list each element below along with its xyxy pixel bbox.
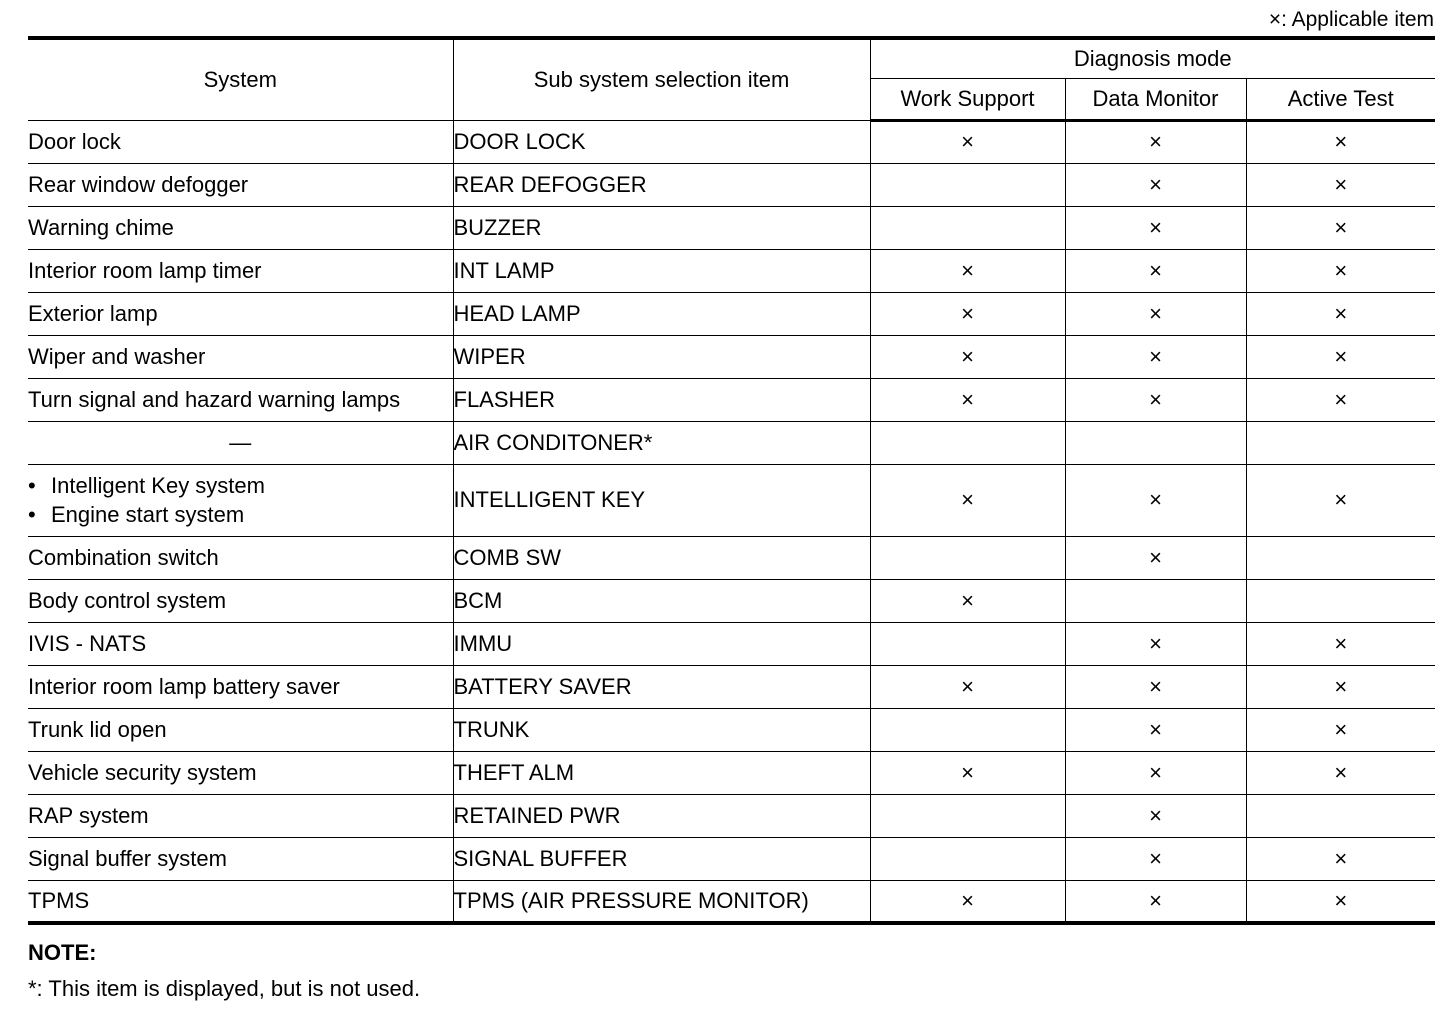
data-monitor-cell: × xyxy=(1065,378,1246,421)
system-cell: Warning chime xyxy=(28,206,453,249)
header-diagnosis-mode: Diagnosis mode xyxy=(870,38,1435,78)
data-monitor-cell: × xyxy=(1065,335,1246,378)
applicable-item-legend: ×: Applicable item xyxy=(1268,8,1434,31)
active-test-cell: × xyxy=(1246,622,1435,665)
active-test-cell: × xyxy=(1246,335,1435,378)
table-row xyxy=(28,335,1435,378)
system-bullet-list xyxy=(28,471,453,529)
system-cell: RAP system xyxy=(28,794,453,837)
table-row xyxy=(28,794,1435,837)
sub-system-cell: TRUNK xyxy=(453,708,870,751)
sub-system-cell: BCM xyxy=(453,579,870,622)
sub-system-cell: WIPER xyxy=(453,335,870,378)
table-row xyxy=(28,421,1435,464)
system-cell: Door lock xyxy=(28,120,453,163)
system-bullet-item: • Intelligent Key system xyxy=(28,471,453,500)
work-support-cell: × xyxy=(870,751,1065,794)
table-row xyxy=(28,708,1435,751)
data-monitor-cell: × xyxy=(1065,622,1246,665)
data-monitor-cell: × xyxy=(1065,880,1246,923)
work-support-cell xyxy=(870,536,1065,579)
work-support-cell: × xyxy=(870,335,1065,378)
system-cell xyxy=(28,464,453,536)
sub-system-cell: TPMS (AIR PRESSURE MONITOR) xyxy=(453,880,870,923)
table-row xyxy=(28,579,1435,622)
sub-system-cell: REAR DEFOGGER xyxy=(453,163,870,206)
data-monitor-cell: × xyxy=(1065,751,1246,794)
table-row xyxy=(28,880,1435,923)
work-support-cell xyxy=(870,622,1065,665)
work-support-cell xyxy=(870,421,1065,464)
note-title: NOTE: xyxy=(28,940,97,965)
data-monitor-cell: × xyxy=(1065,163,1246,206)
active-test-cell: × xyxy=(1246,665,1435,708)
data-monitor-cell: × xyxy=(1065,794,1246,837)
data-monitor-cell: × xyxy=(1065,464,1246,536)
system-cell: Interior room lamp timer xyxy=(28,249,453,292)
table-row xyxy=(28,292,1435,335)
active-test-cell: × xyxy=(1246,708,1435,751)
active-test-cell: × xyxy=(1246,206,1435,249)
system-cell: Body control system xyxy=(28,579,453,622)
sub-system-cell: RETAINED PWR xyxy=(453,794,870,837)
active-test-cell: × xyxy=(1246,837,1435,880)
system-cell: Trunk lid open xyxy=(28,708,453,751)
system-cell: Wiper and washer xyxy=(28,335,453,378)
work-support-cell xyxy=(870,837,1065,880)
table-row xyxy=(28,665,1435,708)
work-support-cell: × xyxy=(870,880,1065,923)
work-support-cell xyxy=(870,794,1065,837)
system-cell: — xyxy=(28,421,453,464)
header-data-monitor: Data Monitor xyxy=(1065,78,1246,120)
sub-system-cell: DOOR LOCK xyxy=(453,120,870,163)
data-monitor-cell: × xyxy=(1065,665,1246,708)
sub-system-cell: INTELLIGENT KEY xyxy=(453,464,870,536)
sub-system-cell: IMMU xyxy=(453,622,870,665)
system-bullet-item: • Engine start system xyxy=(28,500,453,529)
data-monitor-cell: × xyxy=(1065,837,1246,880)
system-cell: IVIS - NATS xyxy=(28,622,453,665)
header-active-test: Active Test xyxy=(1246,78,1435,120)
sub-system-cell: COMB SW xyxy=(453,536,870,579)
system-cell: Interior room lamp battery saver xyxy=(28,665,453,708)
header-system: System xyxy=(28,38,453,120)
table-row xyxy=(28,464,1435,536)
active-test-cell: × xyxy=(1246,120,1435,163)
active-test-cell xyxy=(1246,536,1435,579)
sub-system-cell: THEFT ALM xyxy=(453,751,870,794)
table-row xyxy=(28,206,1435,249)
work-support-cell: × xyxy=(870,249,1065,292)
work-support-cell: × xyxy=(870,292,1065,335)
sub-system-cell: AIR CONDITONER* xyxy=(453,421,870,464)
sub-system-cell: HEAD LAMP xyxy=(453,292,870,335)
table-row xyxy=(28,249,1435,292)
data-monitor-cell: × xyxy=(1065,292,1246,335)
sub-system-cell: BATTERY SAVER xyxy=(453,665,870,708)
active-test-cell: × xyxy=(1246,163,1435,206)
work-support-cell: × xyxy=(870,378,1065,421)
data-monitor-cell: × xyxy=(1065,120,1246,163)
active-test-cell: × xyxy=(1246,292,1435,335)
table-row xyxy=(28,120,1435,163)
table-row xyxy=(28,751,1435,794)
data-monitor-cell: × xyxy=(1065,536,1246,579)
header-work-support: Work Support xyxy=(870,78,1065,120)
active-test-cell xyxy=(1246,794,1435,837)
sub-system-cell: INT LAMP xyxy=(453,249,870,292)
active-test-cell: × xyxy=(1246,378,1435,421)
system-cell: TPMS xyxy=(28,880,453,923)
table-row xyxy=(28,163,1435,206)
system-cell: Exterior lamp xyxy=(28,292,453,335)
active-test-cell xyxy=(1246,421,1435,464)
active-test-cell: × xyxy=(1246,751,1435,794)
work-support-cell xyxy=(870,708,1065,751)
table-row xyxy=(28,536,1435,579)
system-cell: Turn signal and hazard warning lamps xyxy=(28,378,453,421)
note-text: *: This item is displayed, but is not used. xyxy=(28,976,421,1001)
work-support-cell xyxy=(870,163,1065,206)
work-support-cell: × xyxy=(870,120,1065,163)
active-test-cell: × xyxy=(1246,249,1435,292)
work-support-cell xyxy=(870,206,1065,249)
data-monitor-cell: × xyxy=(1065,708,1246,751)
work-support-cell: × xyxy=(870,665,1065,708)
system-cell: Combination switch xyxy=(28,536,453,579)
table-row xyxy=(28,622,1435,665)
table-row xyxy=(28,837,1435,880)
table-row xyxy=(28,378,1435,421)
active-test-cell: × xyxy=(1246,880,1435,923)
sub-system-cell: SIGNAL BUFFER xyxy=(453,837,870,880)
data-monitor-cell xyxy=(1065,579,1246,622)
work-support-cell: × xyxy=(870,579,1065,622)
data-monitor-cell: × xyxy=(1065,206,1246,249)
system-cell: Signal buffer system xyxy=(28,837,453,880)
diagnosis-mode-table xyxy=(28,36,1435,925)
active-test-cell xyxy=(1246,579,1435,622)
active-test-cell: × xyxy=(1246,464,1435,536)
data-monitor-cell xyxy=(1065,421,1246,464)
sub-system-cell: FLASHER xyxy=(453,378,870,421)
system-cell: Vehicle security system xyxy=(28,751,453,794)
work-support-cell: × xyxy=(870,464,1065,536)
header-sub-system: Sub system selection item xyxy=(453,38,870,120)
data-monitor-cell: × xyxy=(1065,249,1246,292)
system-cell: Rear window defogger xyxy=(28,163,453,206)
sub-system-cell: BUZZER xyxy=(453,206,870,249)
